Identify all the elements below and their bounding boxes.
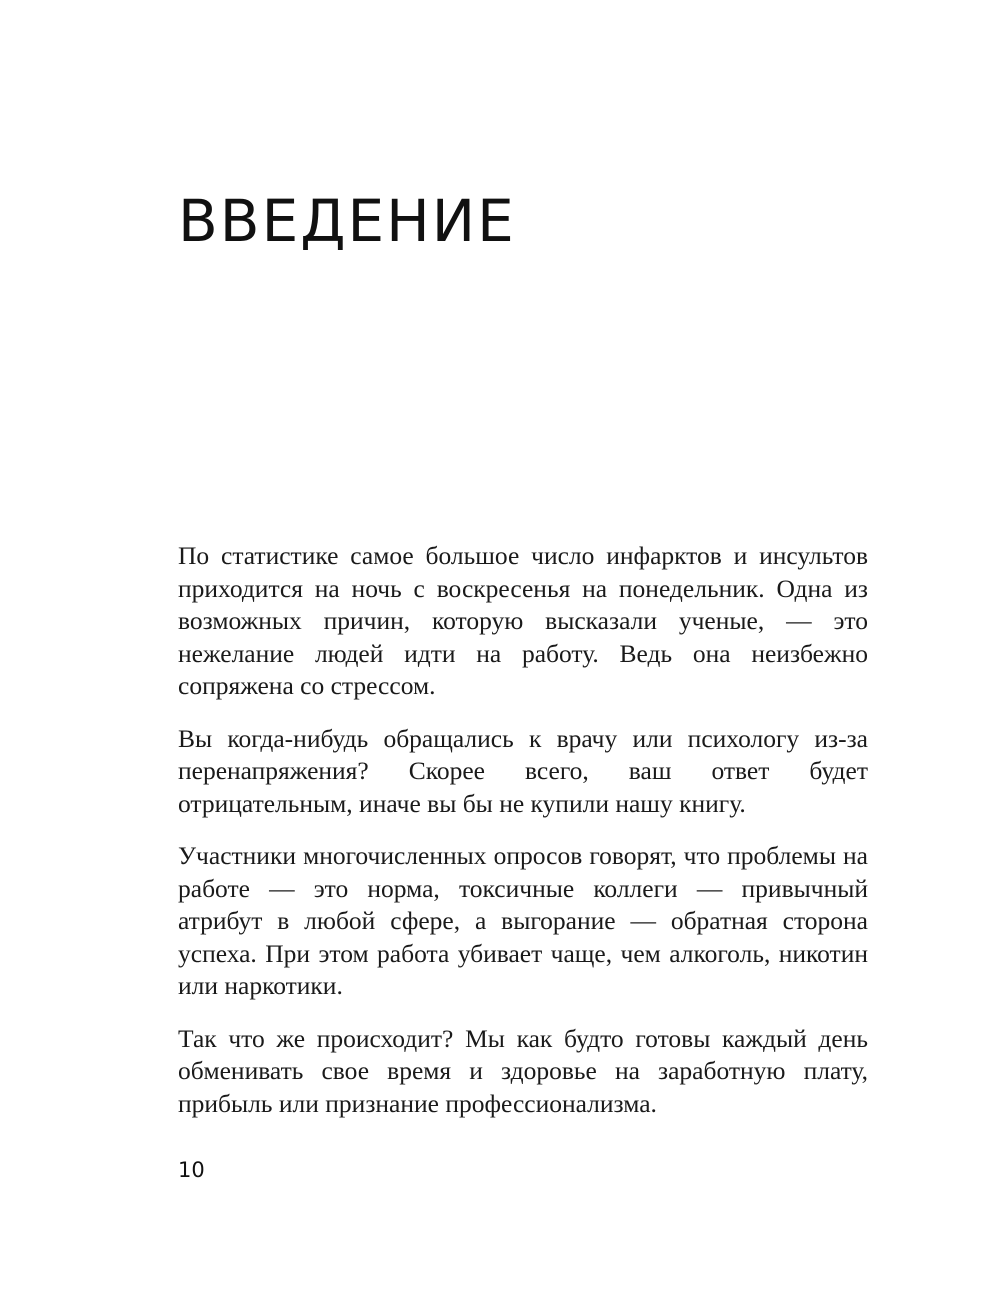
chapter-title: ВВЕДЕНИЕ	[178, 187, 516, 255]
paragraph: По статистике самое большое число инфарктов и инсультов приходится на ночь с воскресенья на понедельник. Одна из возможных причин, которую высказали ученые, — это нежелание людей идти на работу. Ведь она неизбежно сопряжена со стрессом.	[178, 541, 868, 700]
page-number: 10	[178, 1158, 205, 1182]
body-text	[178, 540, 868, 1140]
paragraph: Участники многочисленных опросов говорят, что проблемы на работе — это норма, токсичные коллеги — привычный атрибут в любой сфере, а выгорание — обратная сторона успеха. При этом работа убивает чаще, чем алкоголь, никотин или наркотики.	[178, 841, 868, 1000]
paragraph: Вы когда-нибудь обращались к врачу или психологу из-за перенапряжения? Скорее всего, ваш ответ будет отрицательным, иначе вы бы не купили нашу книгу.	[178, 723, 868, 818]
paragraph: Так что же происходит? Мы как будто готовы каждый день обменивать свое время и здоровье на заработную плату, прибыль или признание профессионализма.	[178, 1023, 868, 1118]
